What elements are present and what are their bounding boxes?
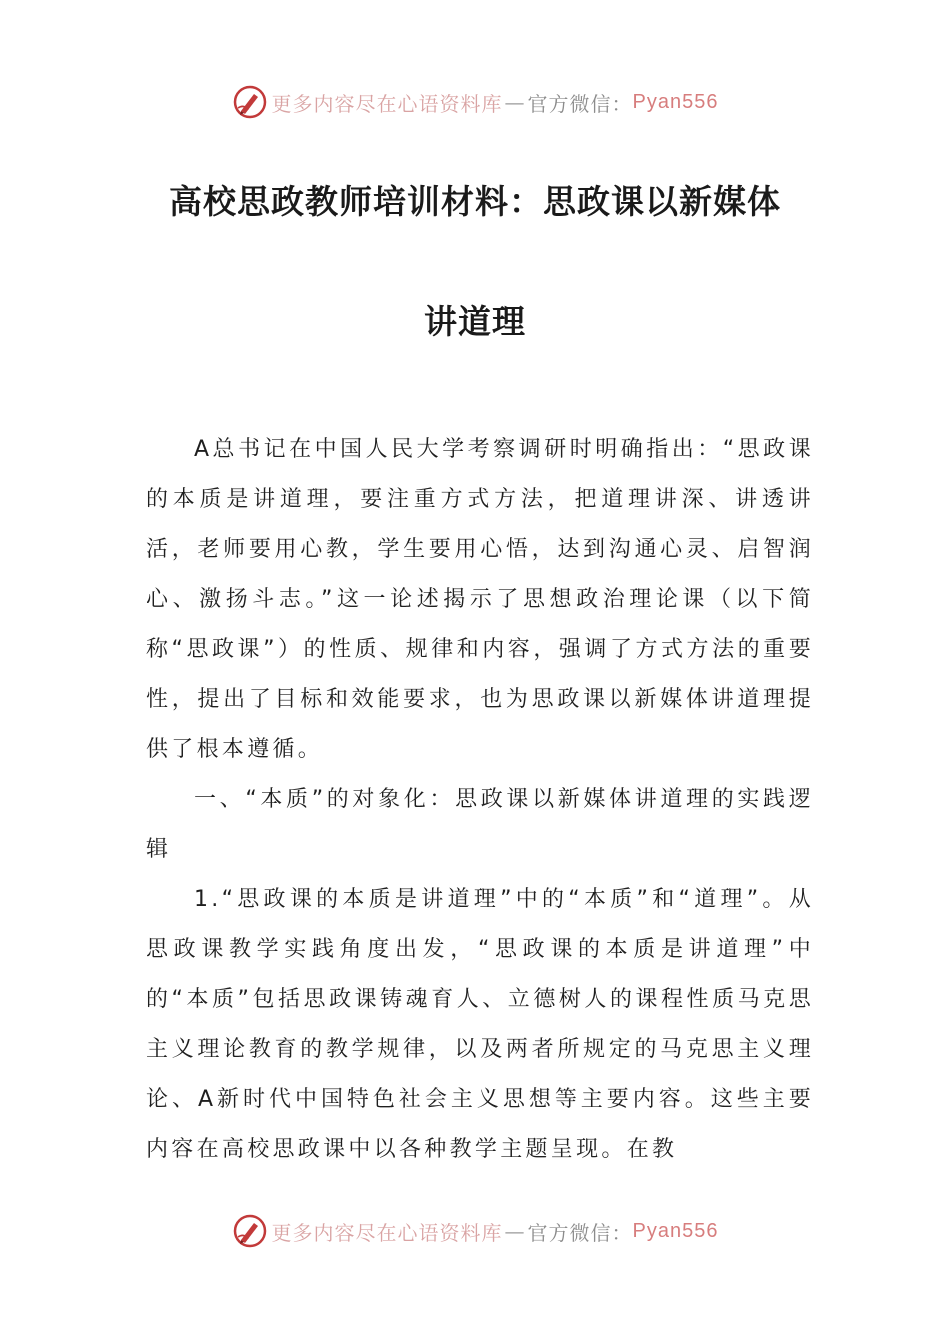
header-banner — [0, 82, 950, 122]
footer-banner — [0, 1211, 950, 1251]
body-paragraph-1-1: 1.“思政课的本质是讲道理”中的“本质”和“道理”。从思政课教学实践角度出发，“思政课的本质是讲道理”中的“本质”包括思政课铸魂育人、立德树人的课程性质马克思主义理论教育的教学规律，以及两者所规定的马克思主义理论、A新时代中国特色社会主义思想等主要内容。这些主要内容在高校思政课中以各种教学主题呈现。在教 — [146, 887, 814, 1162]
document-body — [146, 425, 814, 1175]
pen-circle-logo-icon — [232, 84, 268, 120]
banner-text: 更多内容尽在心语资料库 — [271, 91, 503, 116]
banner-account: Pyan556 — [632, 1219, 719, 1242]
section-heading-1: 一、“本质”的对象化：思政课以新媒体讲道理的实践逻辑 — [146, 787, 814, 862]
pen-circle-logo-icon — [232, 1213, 268, 1249]
banner-wechat-label: 官方微信： — [527, 1220, 633, 1245]
banner-wechat-label: 官方微信： — [527, 91, 633, 116]
body-paragraph-intro: A总书记在中国人民大学考察调研时明确指出：“思政课的本质是讲道理，要注重方式方法，把道理讲深、讲透讲活，老师要用心教，学生要用心悟，达到沟通心灵、启智润心、激扬斗志。”这一论述揭示了思想政治理论课（以下简称“思政课”）的性质、规律和内容，强调了方式方法的重要性，提出了目标和效能要求，也为思政课以新媒体讲道理提供了根本遵循。 — [146, 437, 814, 762]
banner-dash: — — [504, 90, 526, 114]
document-title-line-1: 高校思政教师培训材料：思政课以新媒体 — [169, 182, 781, 221]
document-title-line-2: 讲道理 — [424, 302, 526, 341]
banner-dash: — — [504, 1219, 526, 1243]
banner-account: Pyan556 — [632, 90, 719, 113]
banner-text: 更多内容尽在心语资料库 — [271, 1220, 503, 1245]
